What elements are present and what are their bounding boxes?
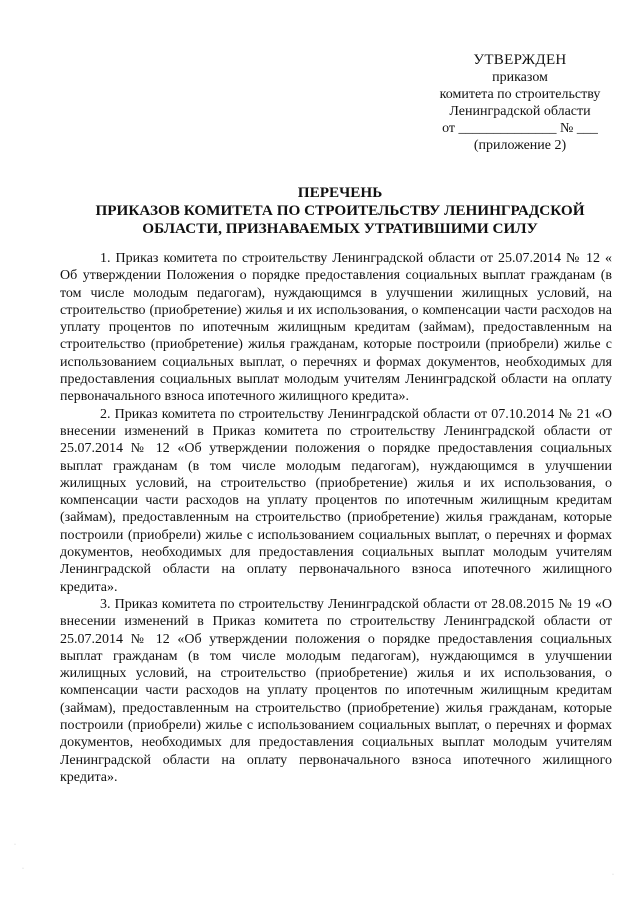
list-item: 2. Приказ комитета по строительству Ленинградской области от 07.10.2014 № 21 «О внесении изменений в Приказ комитета по строительству Ленинградской области от 25.07.2014 № 12 «Об утверждении положения о порядке предоставления социальных выплат гражданам (в том числе молодым педагогам), нуждающимся в улучшении жилищных условий, на строительство (приобретение) жилья и их использования, о компенсации части расходов на уплату процентов по ипотечным жилищным кредитам (займам), предоставленным на строительство (приобретение) жилья гражданам, которые построили (приобрели) жилье с использованием социальных выплат, о перечнях и формах документов, необходимых для предоставления социальных выплат молодым учителям Ленинградской области на оплату первоначального взноса ипотечного жилищного кредита». [60,406,612,595]
scan-speck: · [612,872,614,878]
document-body [60,250,612,786]
approval-block [420,52,620,154]
heading-subtitle-line2: ОБЛАСТИ, ПРИЗНАВАЕМЫХ УТРАТИВШИМИ СИЛУ [142,220,538,237]
document-heading [60,184,620,238]
approval-line-region: Ленинградской области [449,104,591,119]
list-item: 1. Приказ комитета по строительству Ленинградской области от 25.07.2014 № 12 « Об утверждении Положения о порядке предоставления социальных выплат гражданам (в том числе молодым педагогам), нуждающимся в улучшении жилищных условий, на строительство (приобретение) жилья и их использования, о компенсации части расходов на уплату процентов по ипотечным жилищным кредитам (займам), предоставленным на строительство (приобретение) жилья гражданам, которые построили (приобрели) жилье с использованием социальных выплат, о перечнях и формах документов, необходимых для предоставления социальных выплат молодым учителям Ленинградской области на оплату первоначального взноса ипотечного жилищного кредита». [60,251,612,405]
approval-line-order: приказом [492,70,548,85]
approval-line-committee: комитета по строительству [439,87,601,102]
approval-line-appendix: (приложение 2) [473,138,567,153]
approval-line-date-number: от ______________ № ___ [442,121,598,136]
heading-title: ПЕРЕЧЕНЬ [297,184,383,201]
approval-title: УТВЕРЖДЕН [473,52,567,68]
heading-subtitle-line1: ПРИКАЗОВ КОМИТЕТА ПО СТРОИТЕЛЬСТВУ ЛЕНИНГРАДСКОЙ [95,202,585,219]
scan-speck: · [22,866,24,872]
list-item: 3. Приказ комитета по строительству Ленинградской области от 28.08.2015 № 19 «О внесении изменений в Приказ комитета по строительству Ленинградской области от 25.07.2014 № 12 «Об утверждении положения о порядке предоставления социальных выплат гражданам (в том числе молодым педагогам), нуждающимся в улучшении жилищных условий, на строительство (приобретение) жилья и их использования, о компенсации части расходов на уплату процентов по ипотечным жилищным кредитам (займам), предоставленным на строительство (приобретение) жилья гражданам, которые построили (приобрели) жилье с использованием социальных выплат, о перечнях и формах документов, необходимых для предоставления социальных выплат молодым учителям Ленинградской области на оплату первоначального взноса ипотечного жилищного кредита». [60,596,612,785]
scan-speck: · [14,842,16,848]
